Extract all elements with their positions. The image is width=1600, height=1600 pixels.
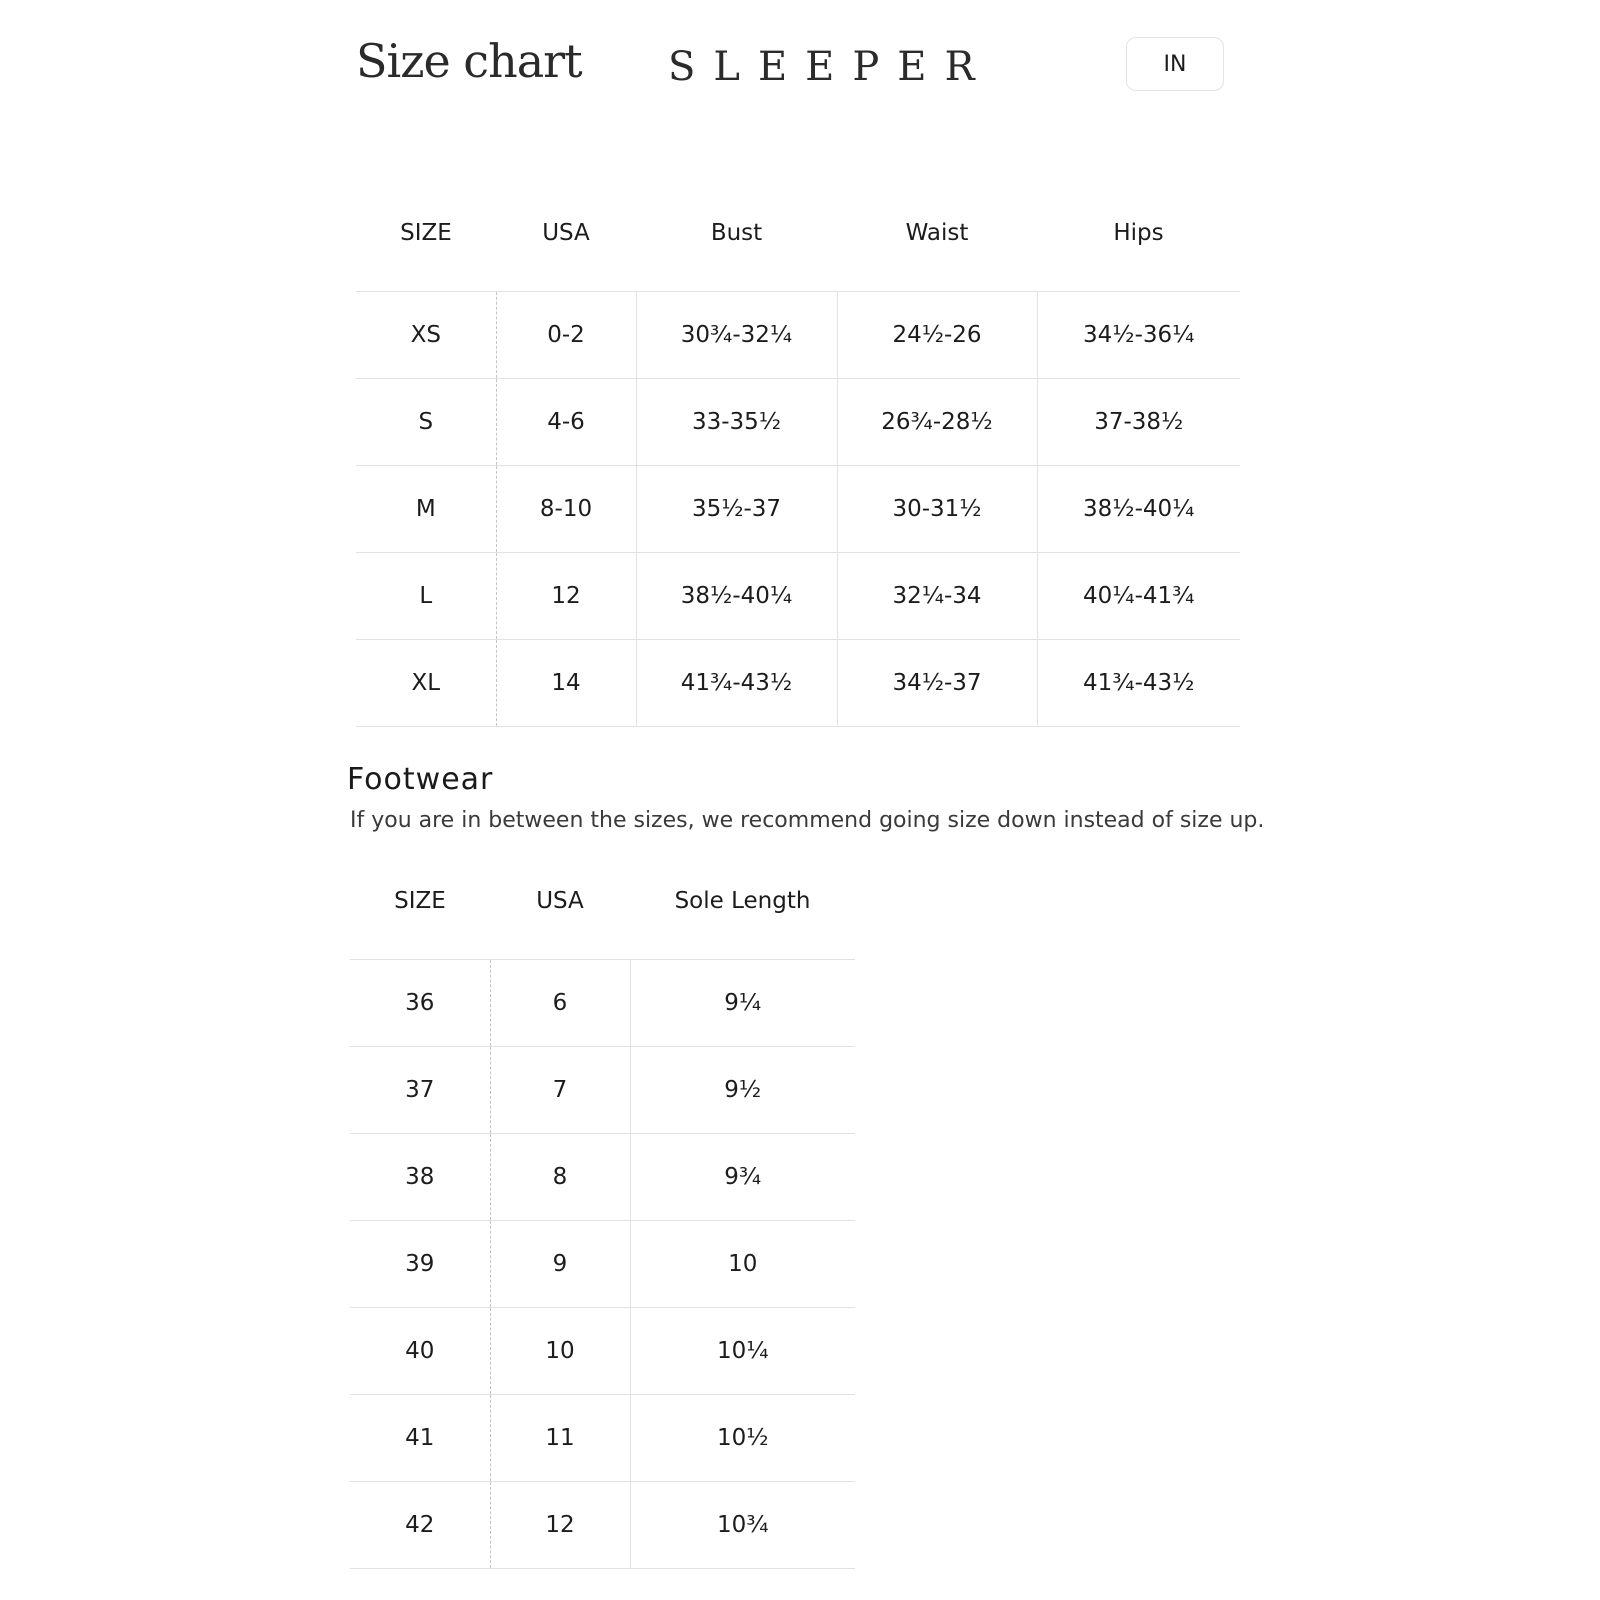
table-header-row xyxy=(350,853,855,960)
table-row xyxy=(350,1134,855,1221)
cell-sole-length: 9¾ xyxy=(630,1134,855,1221)
table-row xyxy=(350,960,855,1047)
cell-usa: 12 xyxy=(490,1482,630,1569)
cell-sole-length: 10 xyxy=(630,1221,855,1308)
table-header-row xyxy=(356,185,1240,292)
cell-size: 39 xyxy=(350,1221,490,1308)
cell-usa: 12 xyxy=(496,553,636,640)
table-row xyxy=(350,1308,855,1395)
cell-usa: 4-6 xyxy=(496,379,636,466)
cell-size: XL xyxy=(356,640,496,727)
footwear-size-table xyxy=(350,853,855,1569)
cell-sole-length: 10¼ xyxy=(630,1308,855,1395)
table-row xyxy=(350,1482,855,1569)
cell-size: 41 xyxy=(350,1395,490,1482)
cell-size: 38 xyxy=(350,1134,490,1221)
cell-hips: 41¾-43½ xyxy=(1037,640,1240,727)
cell-waist: 32¼-34 xyxy=(837,553,1037,640)
cell-hips: 40¼-41¾ xyxy=(1037,553,1240,640)
cell-bust: 33-35½ xyxy=(636,379,837,466)
cell-waist: 26¾-28½ xyxy=(837,379,1037,466)
table-row xyxy=(350,1395,855,1482)
column-header-sole-length: Sole Length xyxy=(630,853,855,960)
column-header-bust: Bust xyxy=(636,185,837,292)
apparel-size-table xyxy=(356,185,1240,727)
column-header-usa: USA xyxy=(496,185,636,292)
cell-hips: 37-38½ xyxy=(1037,379,1240,466)
page-title: Size chart xyxy=(356,34,582,88)
cell-usa: 10 xyxy=(490,1308,630,1395)
table-row xyxy=(350,1047,855,1134)
cell-sole-length: 9¼ xyxy=(630,960,855,1047)
footwear-heading: Footwear xyxy=(347,762,494,797)
cell-sole-length: 10½ xyxy=(630,1395,855,1482)
cell-size: XS xyxy=(356,292,496,379)
cell-bust: 30¾-32¼ xyxy=(636,292,837,379)
unit-toggle-button[interactable]: IN xyxy=(1126,37,1224,91)
cell-size: L xyxy=(356,553,496,640)
cell-size: 42 xyxy=(350,1482,490,1569)
column-header-size: SIZE xyxy=(350,853,490,960)
column-header-waist: Waist xyxy=(837,185,1037,292)
cell-usa: 8-10 xyxy=(496,466,636,553)
cell-usa: 14 xyxy=(496,640,636,727)
table-row xyxy=(356,640,1240,727)
cell-waist: 30-31½ xyxy=(837,466,1037,553)
brand-logo: SLEEPER xyxy=(668,44,993,90)
cell-size: 37 xyxy=(350,1047,490,1134)
footwear-note: If you are in between the sizes, we recommend going size down instead of size up. xyxy=(350,808,1265,833)
cell-usa: 7 xyxy=(490,1047,630,1134)
cell-size: S xyxy=(356,379,496,466)
cell-sole-length: 10¾ xyxy=(630,1482,855,1569)
table-row xyxy=(356,379,1240,466)
cell-size: 36 xyxy=(350,960,490,1047)
cell-waist: 24½-26 xyxy=(837,292,1037,379)
table-row xyxy=(356,553,1240,640)
cell-waist: 34½-37 xyxy=(837,640,1037,727)
cell-hips: 34½-36¼ xyxy=(1037,292,1240,379)
cell-hips: 38½-40¼ xyxy=(1037,466,1240,553)
column-header-hips: Hips xyxy=(1037,185,1240,292)
cell-bust: 41¾-43½ xyxy=(636,640,837,727)
cell-usa: 8 xyxy=(490,1134,630,1221)
column-header-size: SIZE xyxy=(356,185,496,292)
cell-sole-length: 9½ xyxy=(630,1047,855,1134)
cell-usa: 9 xyxy=(490,1221,630,1308)
cell-bust: 38½-40¼ xyxy=(636,553,837,640)
cell-usa: 6 xyxy=(490,960,630,1047)
cell-usa: 0-2 xyxy=(496,292,636,379)
cell-size: M xyxy=(356,466,496,553)
cell-bust: 35½-37 xyxy=(636,466,837,553)
table-row xyxy=(356,466,1240,553)
column-header-usa: USA xyxy=(490,853,630,960)
table-row xyxy=(356,292,1240,379)
table-row xyxy=(350,1221,855,1308)
cell-size: 40 xyxy=(350,1308,490,1395)
cell-usa: 11 xyxy=(490,1395,630,1482)
